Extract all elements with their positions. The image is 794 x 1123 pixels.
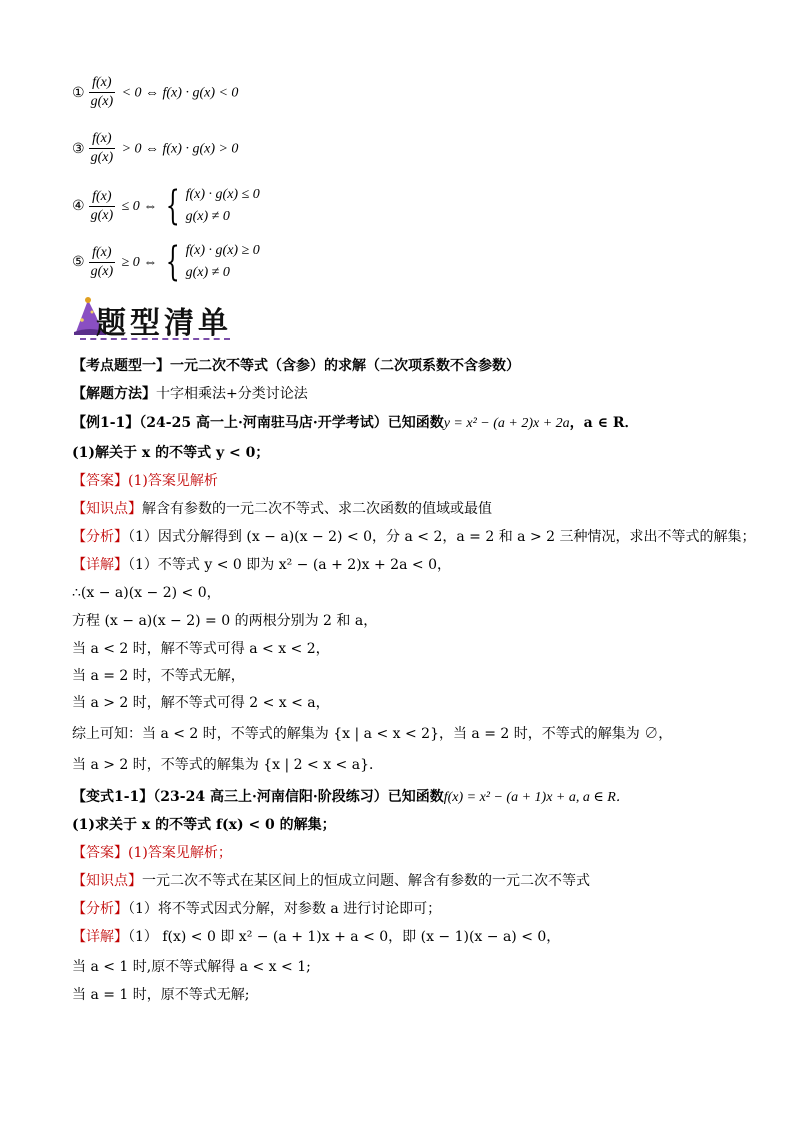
answer-label: 【答案】 <box>72 473 128 489</box>
fraction <box>89 130 116 167</box>
topic-heading <box>72 356 520 376</box>
knowledge-text: 一元二次不等式在某区间上的恒成立问题、解含有参数的一元二次不等式 <box>142 873 590 889</box>
solution-step: 方程 (x − a)(x − 2) = 0 的两根分别为 2 和 a， <box>72 613 378 629</box>
formula-4 <box>72 184 260 228</box>
left-brace: { <box>165 239 180 285</box>
solution-step: 当 a > 2 时，解不等式可得 2 < x < a， <box>72 695 330 711</box>
formula-relation: ≥ 0 ⇔ <box>121 255 158 270</box>
knowledge-line <box>72 871 590 891</box>
equation-system <box>186 184 260 228</box>
detail-text: （1）不等式 y < 0 即为 x² − (a + 2)x + 2a < 0， <box>128 557 451 573</box>
formula-1 <box>72 74 238 111</box>
system-line: g(x) ≠ 0 <box>185 209 230 224</box>
example-function: y = x² − (a + 2)x + 2a <box>443 416 570 431</box>
formula-3 <box>72 130 238 167</box>
question-1: (1)解关于 x 的不等式 y < 0； <box>72 445 270 461</box>
formula-relation: < 0 ⇔ f(x) · g(x) < 0 <box>121 85 239 101</box>
section-divider <box>80 338 230 340</box>
analysis-text: （1）因式分解得到 (x − a)(x − 2) < 0，分 a < 2，a = 2 和 a > 2 三种情况，求出不等式的解集； <box>128 529 756 545</box>
formula-number: ① <box>72 84 85 101</box>
formula-5 <box>72 240 260 284</box>
example-label: 【例1-1】 <box>72 415 140 431</box>
example-condition: ，a ∈ R． <box>569 415 639 431</box>
solution-step: 综上可知：当 a < 2 时，不等式的解集为 {x | a < x < 2}，当 a = 2 时，不等式的解集为 ∅， <box>72 726 673 742</box>
analysis-line <box>72 899 441 919</box>
answer-label: 【答案】 <box>72 845 128 861</box>
left-brace: { <box>165 183 180 229</box>
system-line: f(x) · g(x) ≤ 0 <box>185 187 260 202</box>
fraction-denominator: g(x) <box>90 150 114 165</box>
formula-relation: > 0 ⇔ f(x) · g(x) > 0 <box>121 141 239 157</box>
formula-relation: ≤ 0 ⇔ <box>121 199 158 214</box>
system-line: g(x) ≠ 0 <box>185 265 230 280</box>
solution-step: 当 a < 1 时,原不等式解得 a < x < 1; <box>72 959 311 975</box>
fraction-numerator: f(x) <box>89 244 116 263</box>
formula-number: ④ <box>72 198 85 214</box>
fraction-denominator: g(x) <box>90 263 114 279</box>
detail-label: 【详解】 <box>72 557 128 573</box>
detail-line <box>72 555 451 575</box>
analysis-label: 【分析】 <box>72 901 128 917</box>
variant-source: （23-24 高三上·河南信阳·阶段练习）已知函数 <box>153 789 444 805</box>
method-heading <box>72 384 308 404</box>
fraction-denominator: g(x) <box>90 94 114 109</box>
system-line: f(x) · g(x) ≥ 0 <box>185 243 260 258</box>
example-heading <box>72 413 638 434</box>
fraction <box>89 244 116 281</box>
detail-line <box>72 927 560 947</box>
topic-label: 【考点题型一】 <box>72 358 170 374</box>
analysis-line <box>72 527 756 547</box>
knowledge-line <box>72 499 492 519</box>
variant-heading <box>72 787 630 808</box>
method-text: 十字相乘法+分类讨论法 <box>156 386 308 402</box>
example-source: （24-25 高一上·河南驻马店·开学考试）已知函数 <box>139 415 444 431</box>
detail-text: （1） f(x) < 0 即 x² − (a + 1)x + a < 0，即 (x − 1)(x − a) < 0， <box>128 929 561 945</box>
equation-system <box>186 240 260 284</box>
analysis-label: 【分析】 <box>72 529 128 545</box>
formula-number: ③ <box>72 140 85 157</box>
solution-step: 当 a < 2 时，解不等式可得 a < x < 2， <box>72 641 330 657</box>
fraction-numerator: f(x) <box>89 74 116 93</box>
answer-line <box>72 471 218 491</box>
question-1-variant: (1)求关于 x 的不等式 f(x) < 0 的解集； <box>72 817 336 833</box>
solution-step: 当 a > 2 时，不等式的解集为 {x | 2 < x < a}． <box>72 757 383 773</box>
solution-step: 当 a = 2 时，不等式无解， <box>72 668 245 684</box>
detail-label: 【详解】 <box>72 929 128 945</box>
method-label: 【解题方法】 <box>72 386 156 402</box>
answer-text: (1)答案见解析 <box>128 473 218 489</box>
solution-step: 当 a = 1 时，原不等式无解; <box>72 987 250 1003</box>
fraction-numerator: f(x) <box>89 188 116 207</box>
fraction <box>89 74 116 111</box>
variant-label: 【变式1-1】 <box>72 789 154 805</box>
topic-text: 一元二次不等式（含参）的求解（二次项系数不含参数） <box>170 358 520 374</box>
formula-number: ⑤ <box>72 254 85 270</box>
knowledge-label: 【知识点】 <box>72 501 142 517</box>
variant-function: f(x) = x² − (a + 1)x + a, a ∈ R． <box>443 790 630 805</box>
answer-line <box>72 843 232 863</box>
solution-step: ∴(x − a)(x − 2) < 0， <box>72 585 221 601</box>
fraction-numerator: f(x) <box>89 130 116 149</box>
fraction-denominator: g(x) <box>90 207 114 223</box>
section-title: 题型清单 <box>96 306 232 341</box>
knowledge-text: 解含有参数的一元二次不等式、求二次函数的值域或最值 <box>142 501 492 517</box>
fraction <box>89 188 116 225</box>
knowledge-label: 【知识点】 <box>72 873 142 889</box>
analysis-text: （1）将不等式因式分解，对参数 a 进行讨论即可； <box>128 901 442 917</box>
answer-text: (1)答案见解析； <box>128 845 232 861</box>
